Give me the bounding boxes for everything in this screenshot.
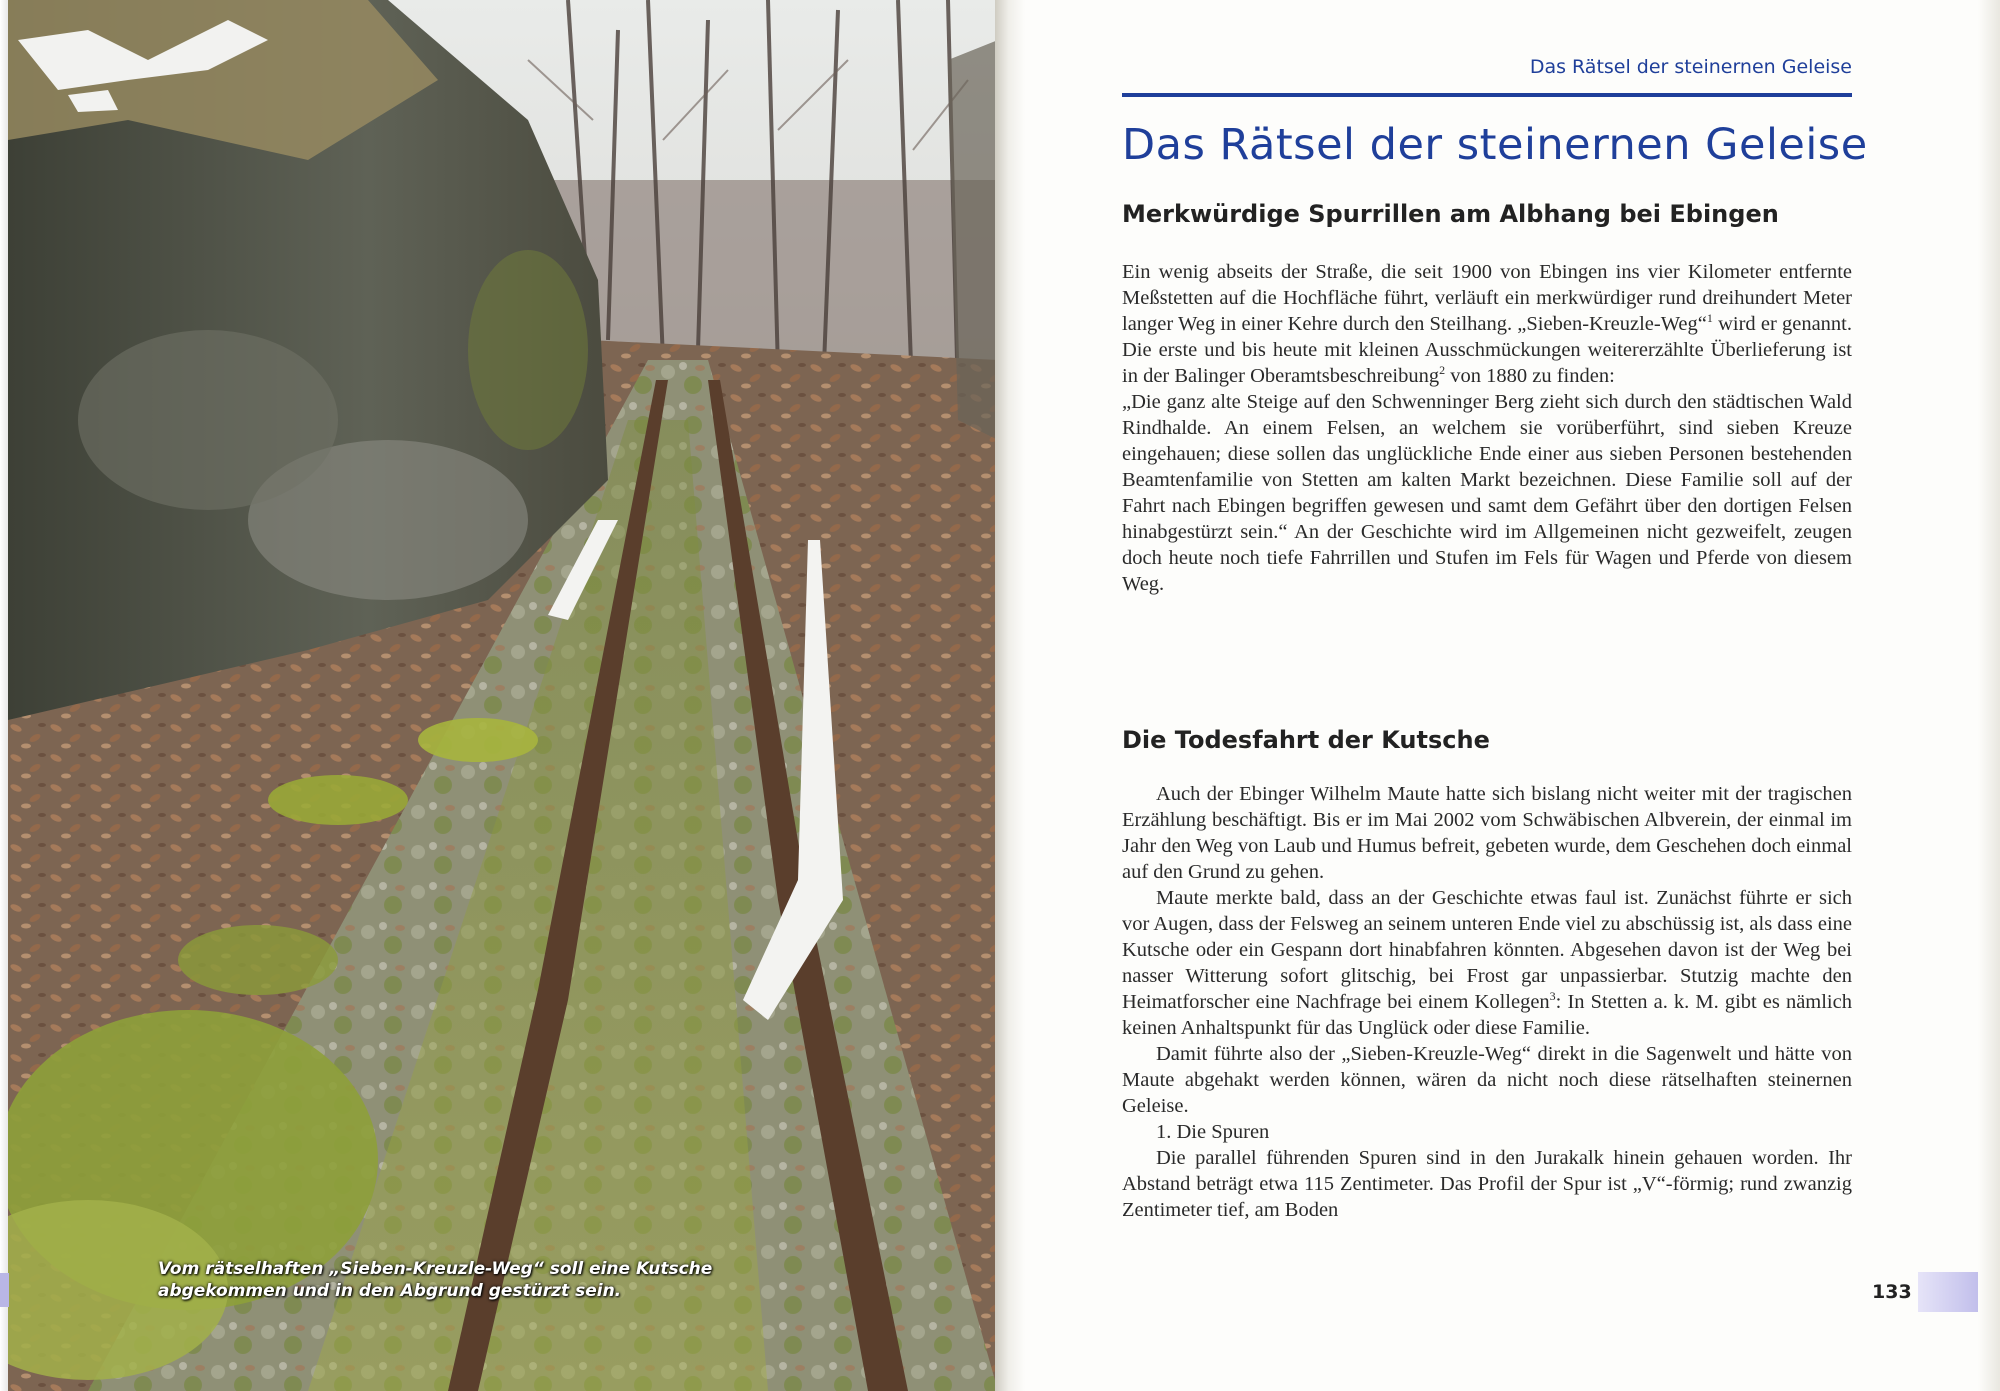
intro-text-part-a: Ein wenig abseits der Straße, die seit 1900 von Ebingen ins vier Kilometer entfernte Meßstetten auf die Hochfläche führt, verläuft ein merkwürdiger rund dreihundert Meter langer Weg in einer Kehre durch den Steilhang. „Sieben-Kreuzle-Weg“ [1122,261,1852,335]
header-rule [1122,93,1852,97]
paragraph-4: Die parallel führenden Spuren sind in den Jurakalk hinein gehauen worden. Ihr Abstand beträgt etwa 115 Zentimeter. Das Profil der Spur ist „V“-förmig; rund zwanzig Zentimeter tief, am Boden [1122,1147,1852,1221]
right-page-edge [1978,0,2000,1391]
paragraph-2 [1122,885,1852,1041]
intro-text-part-c: von 1880 zu finden: [1445,365,1615,387]
photo-illustration [8,0,998,1391]
running-head: Das Rätsel der steinernen Geleise [1529,56,1852,78]
book-gutter [995,0,1025,1391]
paragraph-2-part-b: : In Stetten a. k. M. gibt es nämlich keinen Anhaltspunkt für das Unglück oder diese Familie. [1122,991,1852,1039]
paragraph-1: Auch der Ebinger Wilhelm Maute hatte sich bislang nicht weiter mit der tragischen Erzählung beschäftigt. Bis er im Mai 2002 vom Schwäbischen Albverein, der einmal im Jahr den Weg von Laub und Humus befreit, gebeten wurde, dem Geschehen doch einmal auf den Grund zu gehen. [1122,783,1852,883]
section-text-block [1122,781,1852,1223]
forest-path-photo [8,0,998,1391]
page-number: 133 [1872,1281,1912,1303]
chapter-subtitle: Merkwürdige Spurrillen am Albhang bei Ebingen [1122,200,1779,228]
footnote-marker-1: 1 [1706,311,1713,326]
footnote-marker-2: 2 [1439,363,1446,378]
section-heading: Die Todesfahrt der Kutsche [1122,726,1490,754]
quote-paragraph: „Die ganz alte Steige auf den Schwenninger Berg zieht sich durch den städtischen Wald Rindhalde. An einem Felsen, an welchem sie vorüberführt, sind sieben Kreuze eingehauen; diese sollen das unglückliche Ende einer aus sieben Personen bestehenden Beamtenfamilie von Stetten am kalten Markt bezeichnen. Diese Familie soll auf der Fahrt nach Ebingen begriffen gewesen und samt dem Gefährt über den dortigen Felsen hinabgestürzt sein.“ An der Geschichte wird im Allgemeinen nicht gezweifelt, zeugen doch heute noch tiefe Fahrrillen und Stufen im Fels für Wagen und Pferde von diesem Weg. [1122,391,1852,595]
paragraph-3: Damit führte also der „Sieben-Kreuzle-Weg“ direkt in die Sagenwelt und hätte von Maute abgehakt werden können, wären da nicht noch diese rätselhaften steinernen Geleise. [1122,1043,1852,1117]
intro-text-block [1122,259,1852,597]
intro-paragraph [1122,259,1852,389]
left-page-edge [0,0,8,1391]
intro-text-part-b: wird er genannt. Die erste und bis heute mit kleinen Ausschmückungen weitererzählte Überlieferung ist in der Balinger Oberamtsbeschreibung [1122,313,1852,387]
left-thumb-tab [0,1273,9,1307]
list-heading-spuren: 1. Die Spuren [1156,1121,1270,1143]
photo-caption: Vom rätselhaften „Sieben-Kreuzle-Weg“ soll eine Kutsche abgekommen und in den Abgrund gestürzt sein. [158,1259,713,1301]
chapter-title: Das Rätsel der steinernen Geleise [1122,120,1868,170]
paragraph-2-part-a: Maute merkte bald, dass an der Geschichte etwas faul ist. Zunächst führte er sich vor Augen, dass der Felsweg an seinem unteren Ende viel zu abschüssig ist, als dass eine Kutsche oder ein Gespann dort hinabfahren könnten. Abgesehen davon ist der Weg bei nasser Witterung sofort glitschig, bei Frost gar unpassierbar. Stutzig machte den Heimatforscher eine Nachfrage bei einem Kollegen [1122,887,1852,1013]
footnote-marker-3: 3 [1549,989,1556,1004]
